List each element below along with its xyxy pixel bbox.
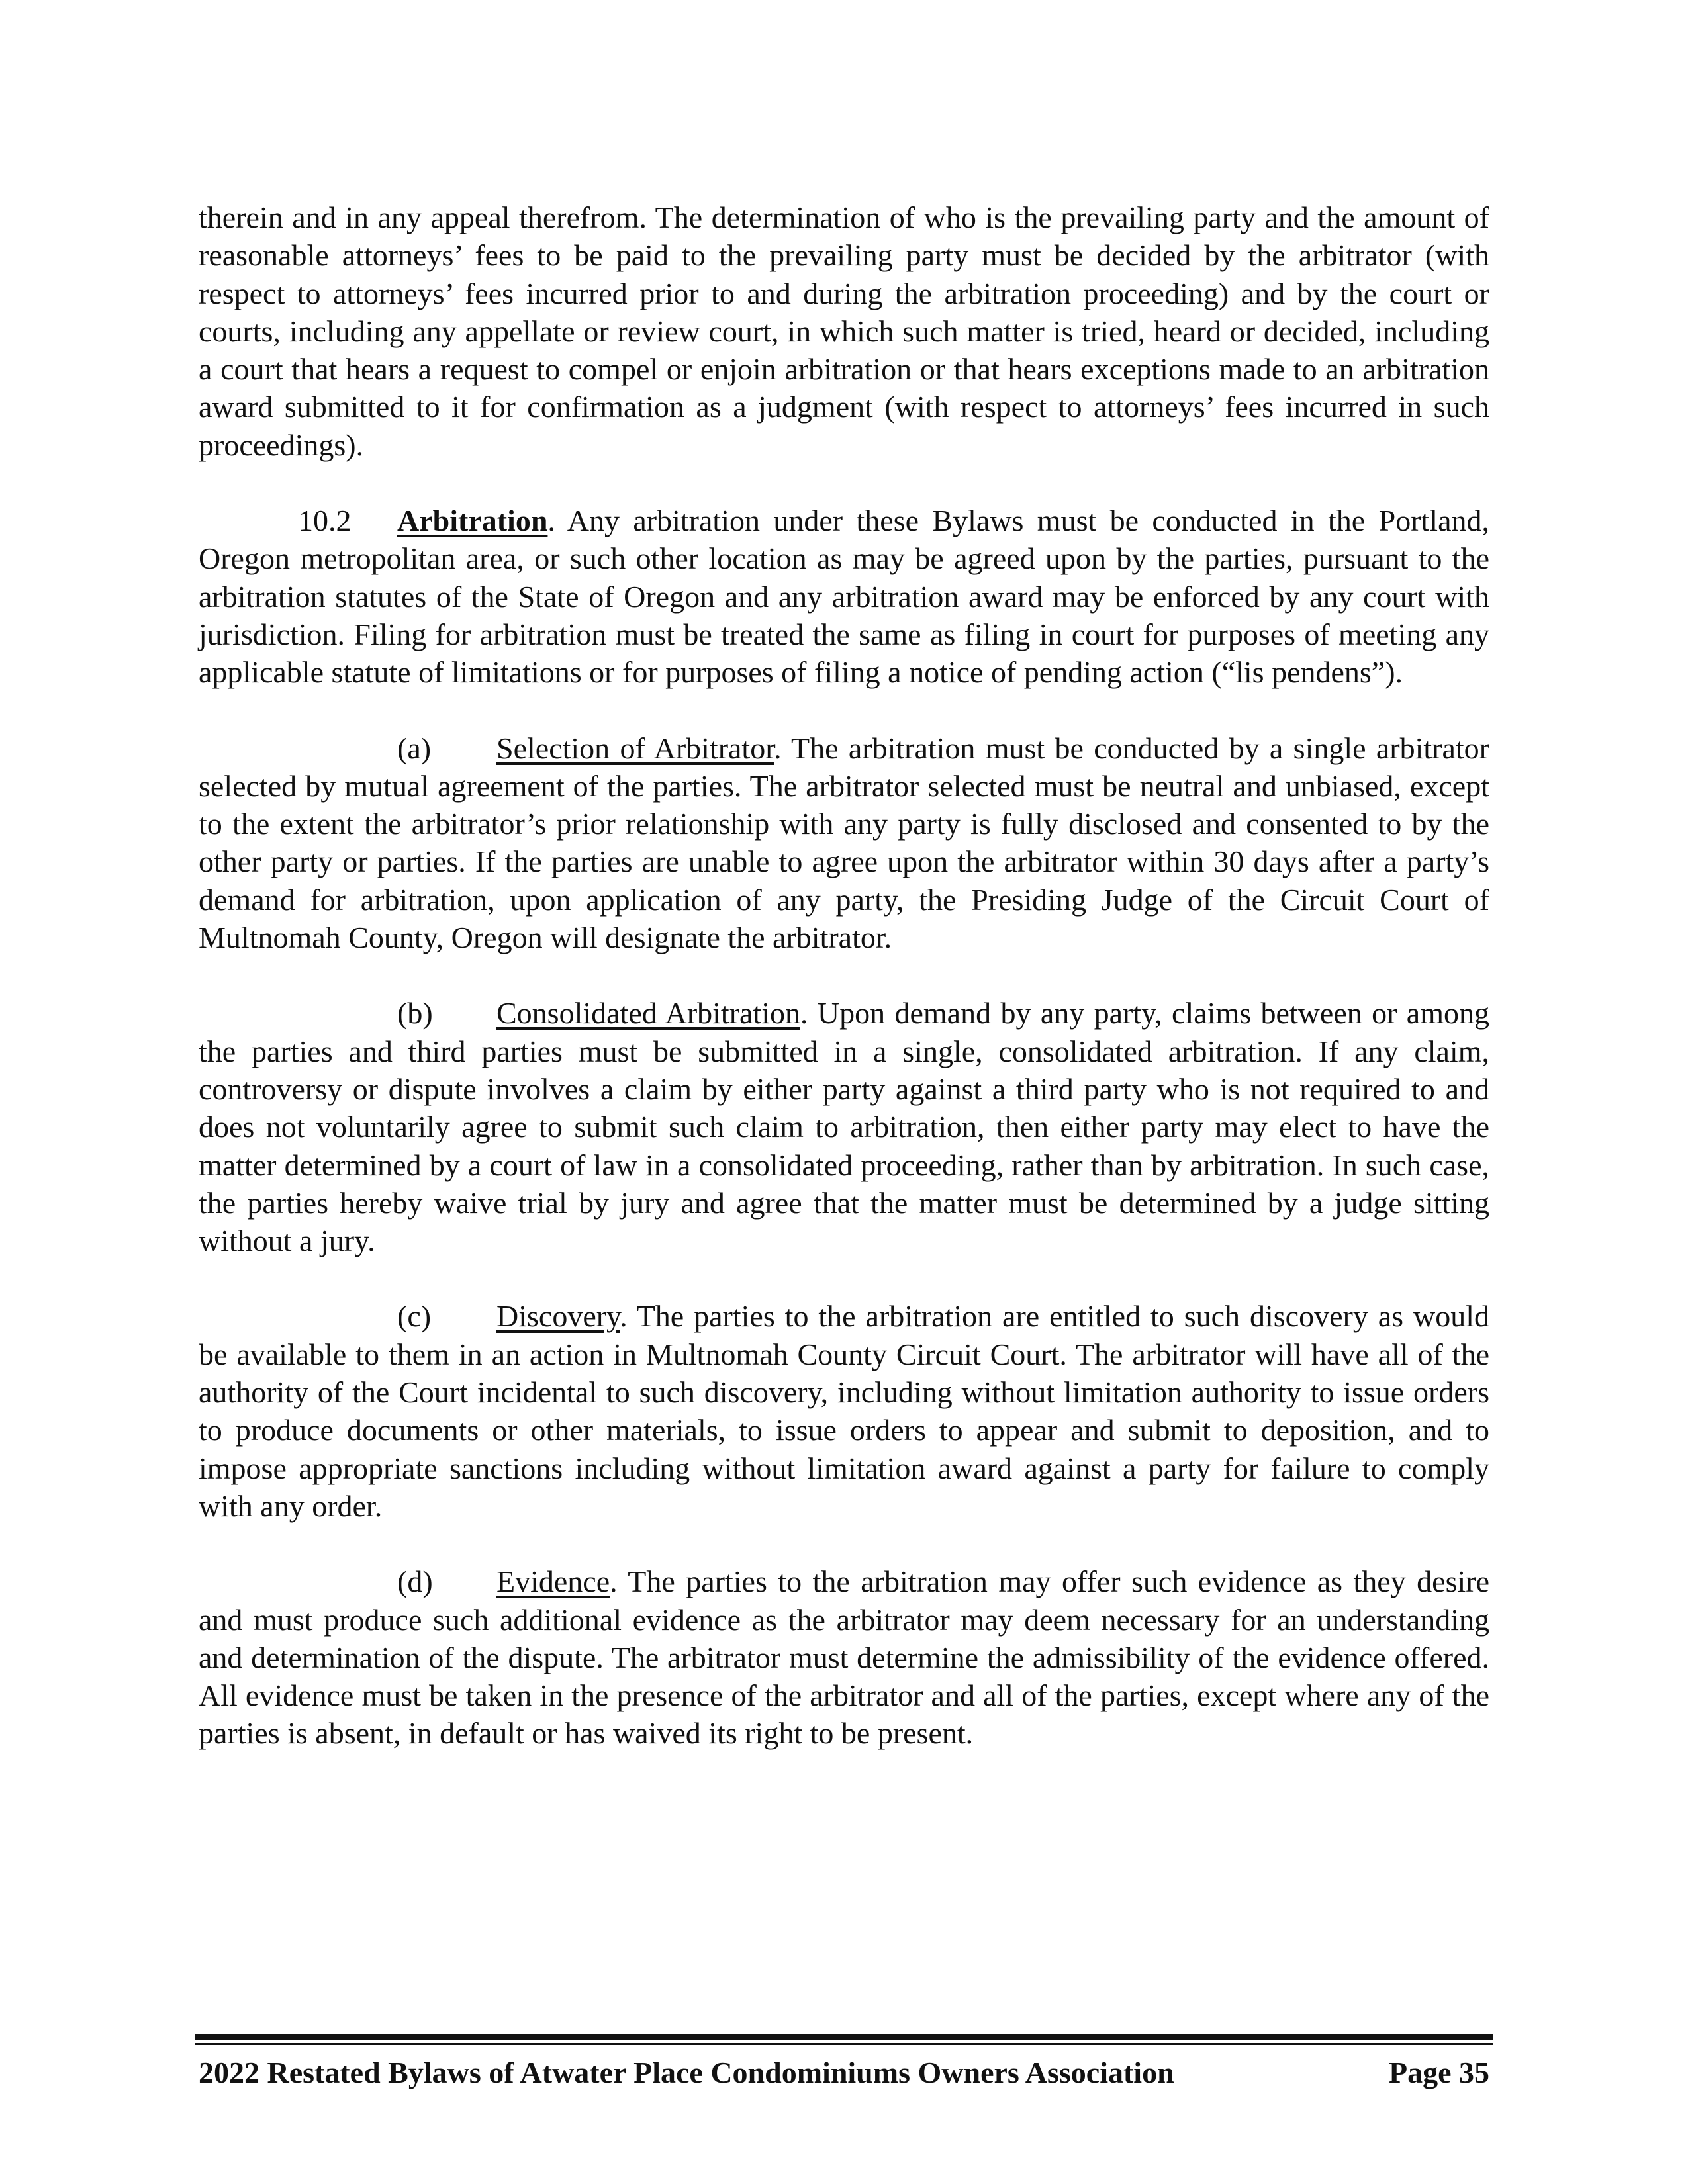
footer-line	[195, 2054, 1493, 2091]
footer-document-title: 2022 Restated Bylaws of Atwater Place Condominiums Owners Association	[199, 2056, 1174, 2089]
subsection-letter: (b)	[397, 996, 433, 1030]
subsection-b-paragraph: (b) Consolidated Arbitration. Upon demand by any party, claims between or among the parties and third parties must be submitted in a single, consolidated arbitration. If any claim, controversy or dispute involves a claim by either party against a third party who is not required to and does not voluntarily agree to submit such claim to arbitration, then either party may elect to have the matter determined by a court of law in a consolidated proceeding, rather than by arbitration. In such case, the parties hereby waive trial by jury and agree that the matter must be determined by a judge sitting without a jury.	[199, 994, 1489, 1259]
subsection-text: The arbitration must be conducted by a single arbitrator selected by mutual agreement of the parties. The arbitrator selected must be neutral and unbiased, except to the extent the arbitrator’s prior relationship with any party is fully disclosed and consented to by the other party or parties. If the parties are unable to agree upon the arbitrator within 30 days after a party’s demand for arbitration, upon application of any party, the Presiding Judge of the Circuit Court of Multnomah County, Oregon will designate the arbitrator.	[199, 731, 1490, 955]
subsection-heading-selection: Selection of Arbitrator	[496, 731, 774, 765]
subsection-d-paragraph: (d) Evidence. The parties to the arbitration may offer such evidence as they desire and must produce such additional evidence as the arbitrator may deem necessary for an understanding and determination of the dispute. The arbitrator must determine the admissibility of the evidence offered. All evidence must be taken in the presence of the arbitrator and all of the parties, except where any of the parties is absent, in default or has waived its right to be present.	[199, 1563, 1489, 1752]
subsection-a-paragraph: (a) Selection of Arbitrator. The arbitration must be conducted by a single arbitrator selected by mutual agreement of the parties. The arbitrator selected must be neutral and unbiased, except to the extent the arbitrator’s prior relationship with any party is fully disclosed and consented to by the other party or parties. If the parties are unable to agree upon the arbitrator within 30 days after a party’s demand for arbitration, upon application of any party, the Presiding Judge of the Circuit Court of Multnomah County, Oregon will designate the arbitrator.	[199, 729, 1489, 957]
section-number: 10.2	[298, 504, 352, 538]
section-10-2-paragraph: 10.2 Arbitration. Any arbitration under these Bylaws must be conducted in the Portland, Oregon metropolitan area, or such other location as may be agreed upon by the parties, pursuant to the arbitration statutes of the State of Oregon and any arbitration award may be enforced by any court with jurisdiction. Filing for arbitration must be treated the same as filing in court for purposes of meeting any applicable statute of limitations or for purposes of filing a notice of pending action (“lis pendens”).	[199, 502, 1489, 691]
footer-page-number: Page 35	[1388, 2056, 1489, 2089]
section-text: Any arbitration under these Bylaws must be conducted in the Portland, Oregon metropolitan area, or such other location as may be agreed upon by the parties, pursuant to the arbitration statutes of the State of Oregon and any arbitration award may be enforced by any court with jurisdiction. Filing for arbitration must be treated the same as filing in court for purposes of meeting any applicable statute of limitations or for purposes of filing a notice of pending action (“lis pendens”).	[199, 504, 1489, 690]
continuation-paragraph: therein and in any appeal therefrom. The determination of who is the prevailing party and the amount of reasonable attorneys’ fees to be paid to the prevailing party must be decided by the arbitrator (with respect to attorneys’ fees incurred prior to and during the arbitration proceeding) and by the court or courts, including any appellate or review court, in which such matter is tried, heard or decided, including a court that hears a request to compel or enjoin arbitration or that hears exceptions made to an arbitration award submitted to it for confirmation as a judgment (with respect to attorneys’ fees incurred in such proceedings).	[199, 201, 1489, 462]
subsection-heading-consolidated: Consolidated Arbitration	[496, 996, 800, 1030]
page-footer	[195, 2034, 1493, 2091]
subsection-letter: (d)	[397, 1565, 433, 1599]
subsection-text: The parties to the arbitration are entitled to such discovery as would be available to them in an action in Multnomah County Circuit Court. The arbitrator will have all of the authority of the Court incidental to such discovery, including without limitation authority to issue orders to produce documents or other materials, to issue orders to appear and submit to deposition, and to impose appropriate sanctions including without limitation award against a party for failure to comply with any order.	[199, 1299, 1490, 1523]
subsection-heading-discovery: Discovery	[496, 1299, 620, 1334]
document-body	[199, 199, 1489, 1790]
subsection-c-paragraph: (c) Discovery. The parties to the arbitration are entitled to such discovery as would be available to them in an action in Multnomah County Circuit Court. The arbitrator will have all of the authority of the Court incidental to such discovery, including without limitation authority to issue orders to produce documents or other materials, to issue orders to appear and submit to deposition, and to impose appropriate sanctions including without limitation award against a party for failure to comply with any order.	[199, 1297, 1489, 1525]
subsection-text: Upon demand by any party, claims between or among the parties and third parties must be submitted in a single, consolidated arbitration. If any claim, controversy or dispute involves a claim by either party against a third party who is not required to and does not voluntarily agree to submit such claim to arbitration, then either party may elect to have the matter determined by a court of law in a consolidated proceeding, rather than by arbitration. In such case, the parties hereby waive trial by jury and agree that the matter must be determined by a judge sitting without a jury.	[199, 996, 1489, 1258]
subsection-text: The parties to the arbitration may offer such evidence as they desire and must produce such additional evidence as the arbitrator may deem necessary for an understanding and determination of the dispute. The arbitrator must determine the admissibility of the evidence offered. All evidence must be taken in the presence of the arbitrator and all of the parties, except where any of the parties is absent, in default or has waived its right to be present.	[199, 1565, 1489, 1751]
subsection-letter: (a)	[397, 731, 432, 765]
subsection-letter: (c)	[397, 1299, 432, 1334]
section-heading-arbitration: Arbitration	[397, 504, 548, 538]
footer-rule-thin	[195, 2043, 1493, 2045]
subsection-heading-evidence: Evidence	[496, 1565, 610, 1599]
footer-rule-thick	[195, 2034, 1493, 2040]
